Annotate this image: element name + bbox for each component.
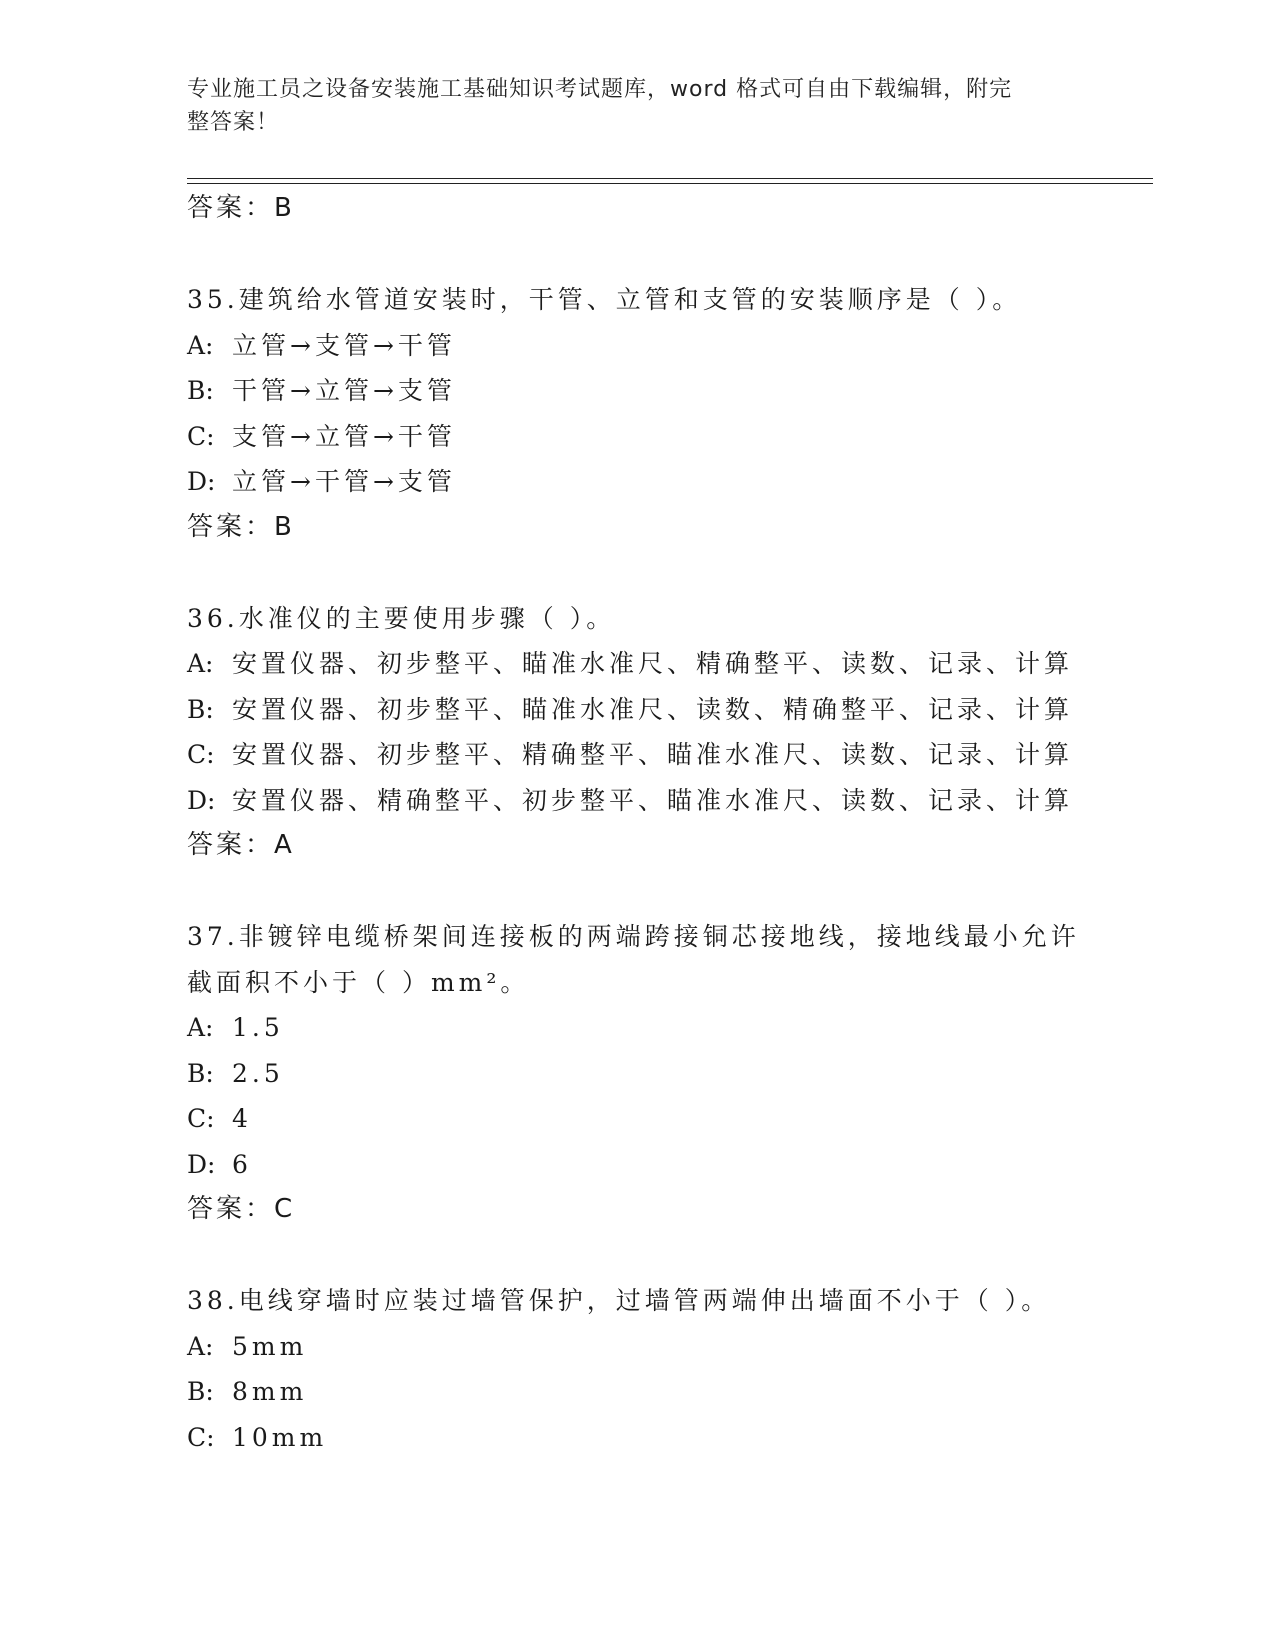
answer-option: [187, 778, 1087, 824]
question-list: [187, 186, 1087, 1460]
answer-option: [187, 1142, 1087, 1188]
question-spacer: [187, 232, 1087, 278]
question-block: [187, 596, 1087, 869]
option-text: 立管→支管→干管: [232, 330, 456, 360]
question-stem: 38.电线穿墙时应装过墙管保护，过墙管两端伸出墙面不小于（ ）。: [187, 1286, 1051, 1315]
option-text: 2.5: [232, 1058, 284, 1088]
answer-option: [187, 1324, 1087, 1370]
answer-option: [187, 1005, 1087, 1051]
question-answer: 答案：C: [187, 1194, 296, 1224]
option-letter: A:: [187, 330, 214, 360]
option-letter: C:: [187, 421, 215, 451]
option-text: 4: [232, 1104, 252, 1133]
option-letter: B:: [187, 376, 214, 405]
option-text: 安置仪器、初步整平、瞄准水准尺、精确整平、读数、记录、计算: [232, 649, 1074, 678]
header-line-1: 专业施工员之设备安装施工基础知识考试题库，word 格式可自由下载编辑，附完: [187, 77, 1013, 102]
option-letter: A:: [187, 1331, 214, 1361]
option-text: 5mm: [232, 1331, 308, 1361]
option-text: 6: [232, 1149, 252, 1179]
answer-option: [187, 368, 1087, 414]
option-text: 安置仪器、初步整平、瞄准水准尺、读数、精确整平、记录、计算: [232, 694, 1074, 724]
option-letter: A:: [187, 649, 214, 678]
question-stem: 35.建筑给水管道安装时，干管、立管和支管的安装顺序是（ ）。: [187, 285, 1022, 314]
option-letter: A:: [187, 1013, 214, 1042]
option-text: 干管→立管→支管: [232, 376, 456, 405]
option-letter: B:: [187, 1058, 214, 1088]
option-letter: C:: [187, 740, 215, 769]
option-letter: B:: [187, 1377, 214, 1406]
answer-option: [187, 732, 1087, 778]
option-text: 立管→干管→支管: [232, 467, 456, 496]
question-block: [187, 914, 1087, 1233]
option-letter: C:: [187, 1422, 215, 1452]
answer-option: [187, 1096, 1087, 1142]
header-divider-top: [187, 178, 1153, 179]
question-answer: 答案：B: [187, 511, 295, 542]
option-letter: B:: [187, 694, 214, 724]
document-header: [187, 73, 1067, 139]
answer-option: [187, 459, 1087, 505]
option-text: 安置仪器、精确整平、初步整平、瞄准水准尺、读数、记录、计算: [232, 785, 1074, 815]
option-text: 安置仪器、初步整平、精确整平、瞄准水准尺、读数、记录、计算: [232, 740, 1074, 769]
question-spacer: [187, 869, 1087, 915]
option-text: 8mm: [232, 1377, 308, 1406]
option-text: 1.5: [232, 1013, 284, 1042]
answer-option: [187, 414, 1087, 460]
option-letter: D:: [187, 1149, 216, 1179]
option-letter: D:: [187, 467, 216, 496]
previous-answer: 答案：B: [187, 193, 295, 223]
answer-option: [187, 323, 1087, 369]
answer-option: [187, 641, 1087, 687]
answer-option: [187, 687, 1087, 733]
question-stem: 36.水准仪的主要使用步骤（ ）。: [187, 603, 616, 633]
option-text: 支管→立管→干管: [232, 421, 456, 451]
question-block: [187, 1278, 1087, 1460]
question-answer: 答案：A: [187, 830, 295, 860]
question-block: [187, 277, 1087, 550]
option-letter: D:: [187, 785, 216, 815]
header-line-2: 整答案！: [187, 110, 280, 135]
answer-option: [187, 1415, 1087, 1461]
option-letter: C:: [187, 1104, 215, 1133]
question-spacer: [187, 1233, 1087, 1279]
answer-option: [187, 1369, 1087, 1415]
option-text: 10mm: [232, 1422, 328, 1452]
question-stem: 截面积不小于（ ）mm²。: [187, 967, 530, 997]
answer-option: [187, 1051, 1087, 1097]
header-divider-bottom: [187, 183, 1153, 184]
question-spacer: [187, 550, 1087, 596]
question-stem: 37.非镀锌电缆桥架间连接板的两端跨接铜芯接地线，接地线最小允许: [187, 922, 1080, 951]
